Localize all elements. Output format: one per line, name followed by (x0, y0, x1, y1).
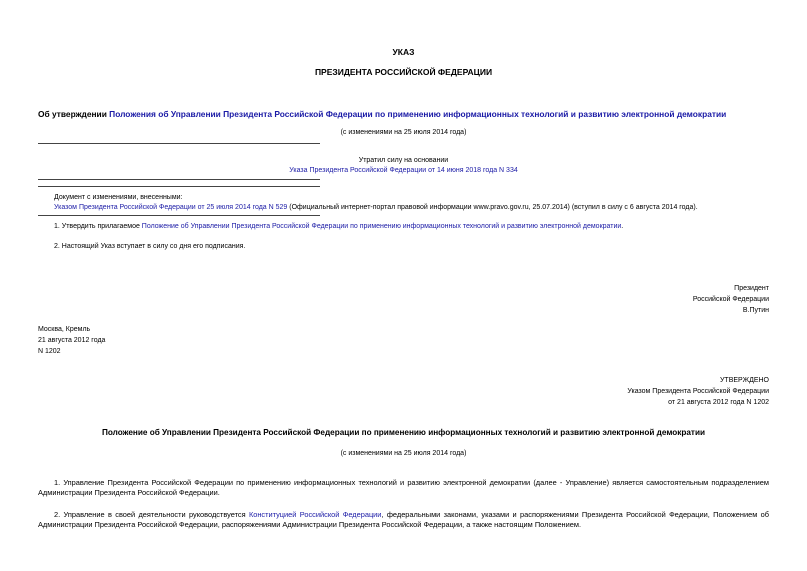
regulation-amendments-note: (с изменениями на 25 июля 2014 года) (340, 450, 467, 457)
place: Москва, Кремль (38, 326, 91, 333)
decree-title: УКАЗ (392, 47, 415, 57)
changes-label: Документ с изменениями, внесенными: (54, 194, 183, 201)
date: 21 августа 2012 года (38, 337, 106, 344)
place-date-block (38, 325, 105, 356)
repealed-label: Утратил силу на основании (358, 157, 449, 164)
decree-number: N 1202 (38, 348, 61, 355)
changes-line (54, 203, 698, 212)
approval-decree: Указом Президента Российской Федерации (627, 388, 769, 395)
regulation-paragraph-2 (38, 510, 769, 529)
decree-issuer: ПРЕЗИДЕНТА РОССИЙСКОЙ ФЕДЕРАЦИИ (314, 67, 493, 77)
item1-suffix: . (621, 223, 624, 230)
signature-block (693, 284, 769, 315)
signature-office: Российской Федерации (692, 296, 769, 303)
decree-item-2: 2. Настоящий Указ вступает в силу со дня его подписания. (54, 243, 246, 250)
subject-prefix: Об утверждении (38, 109, 110, 119)
decree-subject (38, 109, 798, 119)
divider (38, 215, 320, 216)
para2-rest: , федеральными законами, указами и распоряжениями Президента Российской Федерации, Положением об Администрации Президента Российской Федерации, распоряжениями Администрации Президента Российской Федерации, а также настоящим Положением. (38, 510, 770, 529)
constitution-link[interactable]: Конституцией Российской Федерации (248, 510, 382, 519)
repealed-link[interactable]: Указа Президента Российской Федерации от 14 июня 2018 года N 334 (289, 167, 518, 174)
regulation-paragraph-1: 1. Управление Президента Российской Федерации по применению информационных технологий и развитию электронной демократии (далее - Управление) является самостоятельным подразделением Администрации Президента Российской Федерации. (38, 478, 769, 497)
approval-block (627, 376, 769, 407)
divider (38, 143, 320, 144)
changes-rest: (Официальный интернет-портал правовой информации www.pravo.gov.ru, 25.07.2014) (вступил в силу с 6 августа 2014 года). (287, 204, 698, 211)
item1-link[interactable]: Положение об Управлении Президента Российской Федерации по применению информационных технологий и развитию электронной демократии (141, 223, 622, 230)
approval-date: от 21 августа 2012 года N 1202 (668, 399, 769, 406)
amendments-note: (с изменениями на 25 июля 2014 года) (340, 129, 467, 136)
signature-title: Президент (734, 285, 769, 292)
decree-item-1 (54, 222, 623, 231)
subject-link[interactable]: Положения об Управлении Президента Российской Федерации по применению информационных технологий и развитию электронной демократии (109, 109, 727, 119)
para2-prefix: 2. Управление в своей деятельности руководствуется (54, 510, 249, 519)
divider (38, 179, 320, 180)
divider (38, 186, 320, 187)
changes-link[interactable]: Указом Президента Российской Федерации от 25 июля 2014 года N 529 (54, 204, 288, 211)
approval-label: УТВЕРЖДЕНО (719, 377, 769, 384)
item1-prefix: 1. Утвердить прилагаемое (54, 223, 142, 230)
signature-name: В.Путин (742, 307, 769, 314)
regulation-title: Положение об Управлении Президента Российской Федерации по применению информационных технологий и развитию электронной демократии (101, 428, 706, 437)
